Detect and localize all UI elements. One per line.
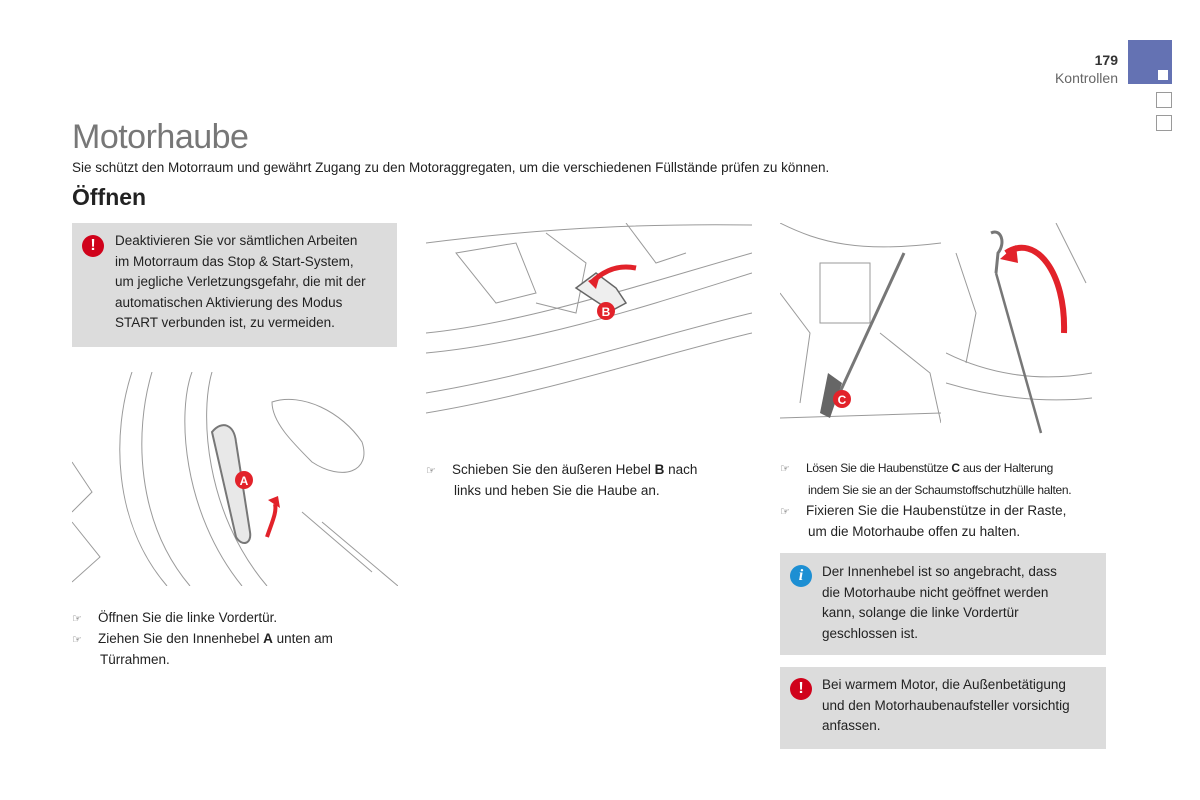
section-label: Kontrollen [1054,70,1118,86]
step-text: Ziehen Sie den Innenhebel [98,631,264,646]
label-c: C [837,393,847,407]
page-number: 179 [1094,52,1118,68]
step-text: Schieben Sie den äußeren Hebel [452,462,655,477]
tab-marker [1158,70,1168,80]
step-text: indem Sie sie an der Schaumstoffschutzhülle halten. [808,483,1072,497]
warning-line: anfassen. [822,718,881,733]
step-ref: B [654,462,665,477]
step-list-left [72,608,402,670]
warning-box [780,667,1106,749]
list-item [426,460,756,481]
warning-line: und den Motorhaubenaufsteller vorsichtig [822,697,1070,713]
step-ref: C [951,461,960,475]
step-text: Türrahmen. [100,652,170,667]
warning-icon: ! [790,678,812,700]
info-text [822,562,1102,644]
list-item [780,501,1110,522]
step-text: Fixieren Sie die Haubenstütze in der Raste, [806,503,1067,518]
pointing-hand-icon: ☞ [426,465,436,477]
chapter-tab-active[interactable] [1128,40,1172,84]
info-line: geschlossen ist. [822,625,919,641]
illustration-inner-lever [72,372,398,586]
step-text: nach [664,462,698,477]
chapter-tab[interactable] [1156,115,1172,131]
intro-text: Sie schützt den Motorraum und gewährt Zugang zu den Motoraggregaten, um die verschiedenen Füllstände prüfen zu können. [72,160,830,175]
section-heading: Öffnen [72,184,147,210]
label-a: A [239,474,249,488]
pointing-hand-icon: ☞ [72,613,82,625]
warning-box [72,223,397,347]
page-title: Motorhaube [72,118,249,156]
list-item [780,458,1110,480]
step-text: um die Motorhaube offen zu halten. [808,524,1021,539]
step-list-middle [426,460,756,501]
list-item [72,629,402,650]
step-list-right [780,458,1110,542]
pointing-hand-icon: ☞ [780,463,790,475]
warning-text [115,231,395,334]
info-line: Der Innenhebel ist so angebracht, dass [822,564,1057,579]
warning-line: START verbunden ist, zu vermeiden. [115,315,335,330]
pointing-hand-icon: ☞ [72,634,82,646]
warning-line: Deaktivieren Sie vor sämtlichen Arbeiten [115,233,358,248]
warning-line: im Motorraum das Stop & Start-System, [115,253,354,269]
info-line: die Motorhaube nicht geöffnet werden [822,584,1049,600]
warning-line: automatischen Aktivierung des Modus [115,294,343,310]
warning-line: Bei warmem Motor, die Außenbetätigung [822,677,1066,692]
step-text: Lösen Sie die Haubenstütze [806,461,952,475]
label-b: B [601,305,611,319]
step-text: unten am [272,631,333,646]
warning-icon: ! [82,235,104,257]
step-ref: A [263,631,273,646]
illustration-hood-support-fixed [946,223,1092,439]
step-text: Öffnen Sie die linke Vordertür. [98,610,278,625]
step-text: aus der Halterung [959,461,1054,475]
info-icon: i [790,565,812,587]
illustration-hood-support-release [780,223,941,439]
info-line: kann, solange die linke Vordertür [822,605,1019,620]
warning-text [822,675,1102,737]
list-item [72,608,402,629]
warning-line: um jegliche Verletzungsgefahr, die mit der [115,274,366,289]
illustration-outer-lever [426,223,752,439]
info-box [780,553,1106,655]
chapter-tab[interactable] [1156,92,1172,108]
step-text: links und heben Sie die Haube an. [454,483,660,498]
pointing-hand-icon: ☞ [780,506,790,518]
